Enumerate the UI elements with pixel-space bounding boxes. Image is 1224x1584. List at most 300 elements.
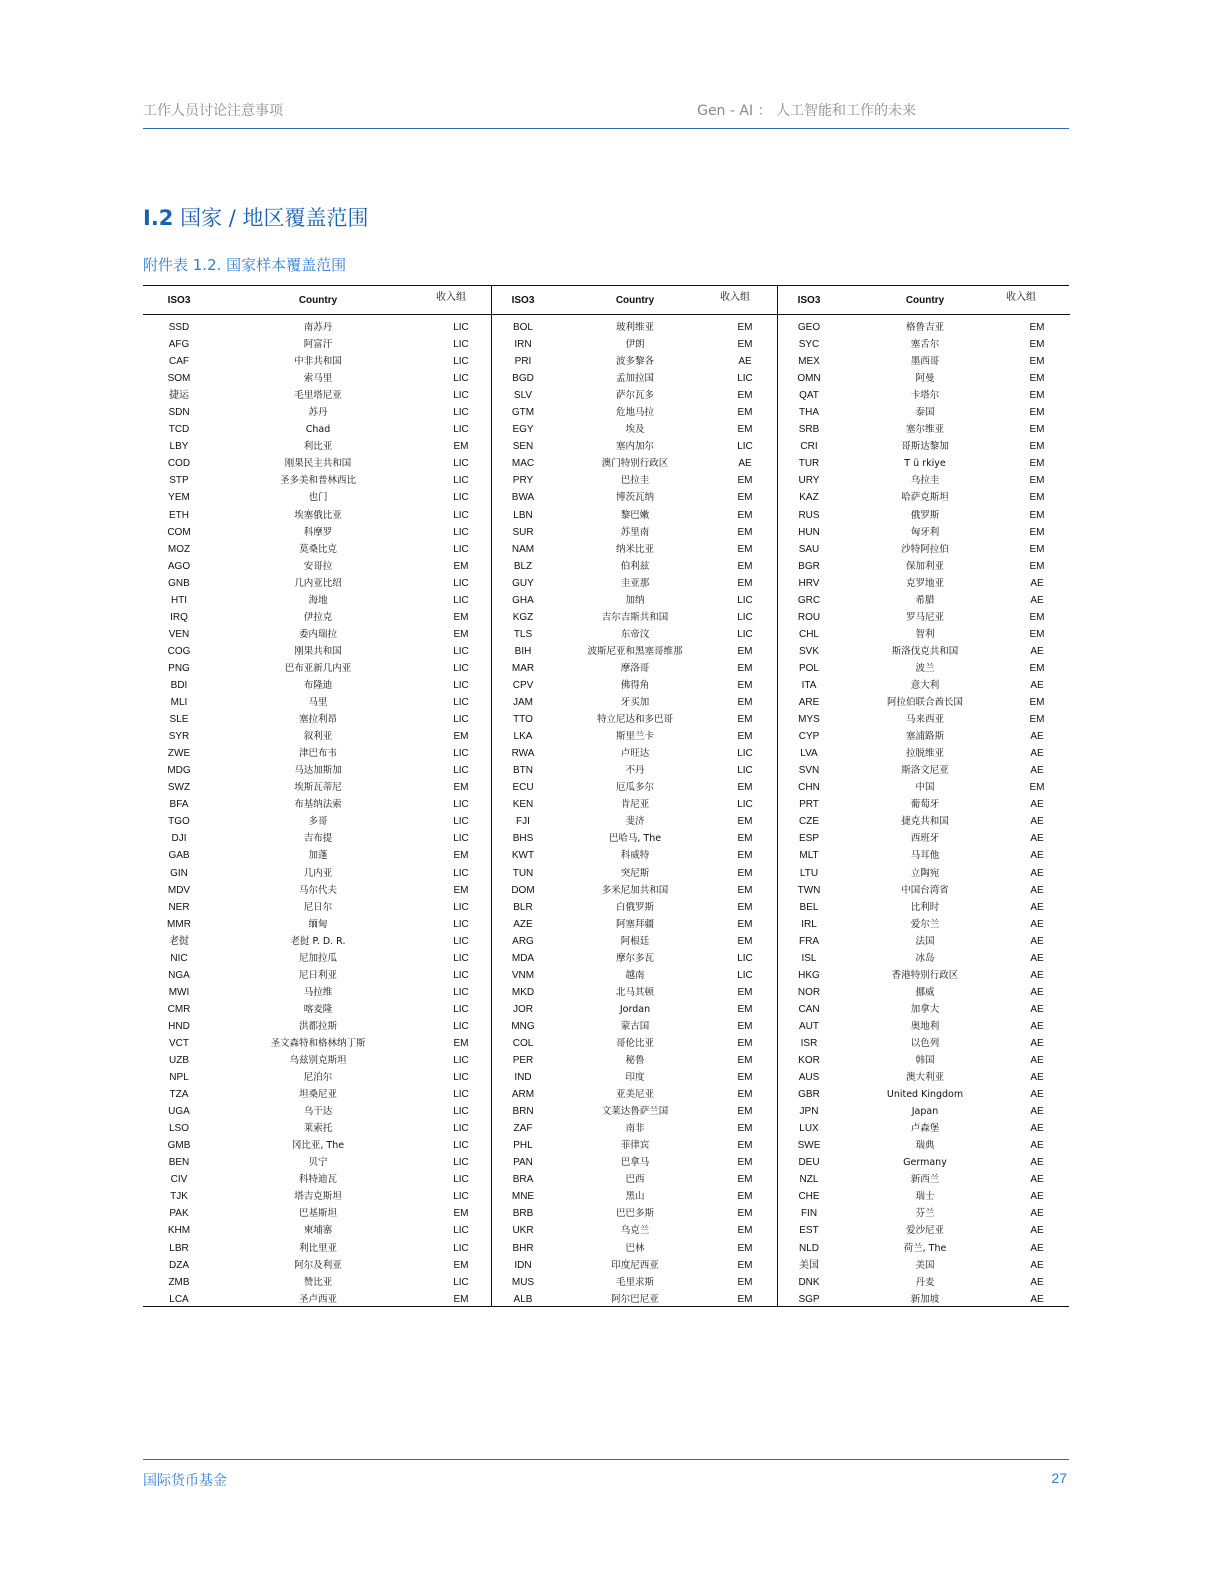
country-cell: 秘鲁 — [625, 1055, 645, 1067]
table-row — [492, 1205, 778, 1222]
iso-cell: SVN — [798, 765, 820, 777]
table-row — [492, 1137, 778, 1154]
table-row — [778, 1154, 1070, 1171]
income-cell: EM — [737, 1242, 753, 1254]
table-row — [778, 404, 1070, 421]
income-cell: EM — [737, 935, 753, 947]
country-cell: 阿拉伯联合酋长国 — [886, 697, 963, 709]
income-cell: EM — [737, 424, 753, 436]
country-cell: 圣文森特和格林纳丁斯 — [270, 1037, 366, 1049]
table-row — [492, 626, 778, 643]
table-row — [143, 626, 491, 643]
income-cell: EM — [1029, 458, 1045, 470]
iso-cell: PRI — [514, 356, 532, 368]
income-cell: EM — [737, 390, 753, 402]
income-cell: EM — [737, 679, 753, 691]
table-row — [143, 830, 491, 847]
iso-cell: KHM — [167, 1225, 191, 1237]
table-row — [143, 1171, 491, 1188]
table-row — [492, 507, 778, 524]
iso-cell: SGP — [798, 1293, 820, 1305]
table-row — [492, 660, 778, 677]
table-row — [143, 455, 491, 472]
country-cell: 阿塞拜疆 — [615, 918, 654, 930]
income-cell: LIC — [453, 458, 469, 470]
income-cell: LIC — [453, 816, 469, 828]
country-cell: 丹麦 — [915, 1276, 935, 1288]
table-row — [143, 507, 491, 524]
iso-cell: SAU — [798, 543, 820, 555]
table-row — [143, 643, 491, 660]
income-cell: AE — [1030, 918, 1044, 930]
income-cell: LIC — [453, 577, 469, 589]
iso-cell: SOM — [167, 373, 191, 385]
table-row — [143, 1257, 491, 1274]
table-row — [492, 336, 778, 353]
country-cell: 拉脱维亚 — [905, 748, 944, 760]
income-cell: LIC — [453, 1089, 469, 1101]
table-row — [143, 916, 491, 933]
income-cell: AE — [1030, 1259, 1044, 1271]
country-cell: 白俄罗斯 — [615, 901, 654, 913]
country-cell: 以色列 — [910, 1037, 940, 1049]
table-row — [143, 847, 491, 864]
iso-cell: DOM — [511, 884, 535, 896]
country-cell: 意大利 — [910, 679, 940, 691]
table-row — [778, 677, 1070, 694]
income-cell: LIC — [453, 1276, 469, 1288]
income-cell: AE — [738, 458, 752, 470]
income-cell: EM — [737, 662, 753, 674]
income-cell: EM — [737, 697, 753, 709]
iso-cell: PHL — [513, 1140, 533, 1152]
iso-cell: CHN — [798, 782, 820, 794]
country-cell: 马达加斯加 — [294, 765, 342, 777]
table-row — [778, 967, 1070, 984]
income-cell: AE — [1030, 594, 1044, 606]
country-cell: 阿富汗 — [303, 339, 333, 351]
iso-cell: QAT — [799, 390, 819, 402]
country-cell: 塞舌尔 — [910, 339, 940, 351]
iso-cell: ARE — [798, 697, 820, 709]
income-cell: LIC — [453, 543, 469, 555]
iso-cell: ISL — [801, 952, 817, 964]
country-cell: 莫桑比克 — [298, 543, 337, 555]
income-cell: LIC — [453, 1123, 469, 1135]
country-cell: 纳米比亚 — [615, 543, 654, 555]
iso-cell: DEU — [798, 1157, 820, 1169]
iso-cell: PAN — [513, 1157, 533, 1169]
income-cell: LIC — [737, 628, 753, 640]
iso-cell: CIV — [170, 1174, 188, 1186]
country-cell: 尼日尔 — [303, 901, 333, 913]
iso-cell: RWA — [511, 748, 535, 760]
iso-cell: HND — [168, 1020, 190, 1032]
iso-cell: CPV — [512, 679, 534, 691]
country-cell: 博茨瓦纳 — [615, 492, 654, 504]
country-cell: 印度尼西亚 — [611, 1259, 659, 1271]
table-row — [492, 353, 778, 370]
iso-cell: CYP — [798, 731, 820, 743]
iso-cell: HUN — [798, 526, 820, 538]
income-cell: EM — [737, 645, 753, 657]
table-row — [143, 1154, 491, 1171]
table-row — [778, 541, 1070, 558]
page-header — [143, 100, 1069, 129]
iso-cell: UKR — [512, 1225, 534, 1237]
country-cell: 圣多美和普林西比 — [279, 475, 356, 487]
income-cell: AE — [1030, 901, 1044, 913]
country-cell: 伊拉克 — [303, 611, 333, 623]
iso-cell: KWT — [511, 850, 535, 862]
iso-cell: ZWE — [167, 748, 191, 760]
iso-cell: BHR — [512, 1242, 534, 1254]
income-cell: AE — [1030, 952, 1044, 964]
header-iso3: ISO3 — [167, 295, 191, 306]
table-row — [143, 967, 491, 984]
income-cell: EM — [737, 731, 753, 743]
iso-cell: AZE — [513, 918, 533, 930]
income-cell: EM — [737, 1123, 753, 1135]
income-cell: EM — [1029, 509, 1045, 521]
iso-cell: RUS — [798, 509, 820, 521]
table-row — [778, 1035, 1070, 1052]
country-cell: 多哥 — [308, 816, 328, 828]
country-cell: 塞拉利昂 — [298, 714, 337, 726]
iso-cell: PER — [512, 1055, 534, 1067]
income-cell: AE — [1030, 833, 1044, 845]
income-cell: EM — [453, 1293, 469, 1305]
iso-cell: BEL — [799, 901, 819, 913]
table-row — [492, 899, 778, 916]
table-row — [492, 1052, 778, 1069]
country-cell: 比利时 — [910, 901, 940, 913]
iso-cell: SVK — [798, 645, 819, 657]
table-row — [778, 865, 1070, 882]
income-cell: AE — [1030, 1293, 1044, 1305]
table-row — [143, 1069, 491, 1086]
income-cell: EM — [737, 833, 753, 845]
country-cell: T ü rkiye — [904, 458, 946, 470]
iso-cell: ISR — [800, 1037, 818, 1049]
income-cell: EM — [737, 1174, 753, 1186]
iso-cell: BGR — [798, 560, 820, 572]
table-row — [492, 524, 778, 541]
table-row — [492, 558, 778, 575]
country-cell: 毛里求斯 — [615, 1276, 654, 1288]
table-row — [778, 660, 1070, 677]
country-cell: 玻利维亚 — [615, 322, 654, 333]
income-cell: LIC — [453, 952, 469, 964]
income-cell: EM — [737, 543, 753, 555]
iso-cell: LBR — [169, 1242, 189, 1254]
country-cell: 巴巴多斯 — [615, 1208, 654, 1220]
country-cell: 冰岛 — [915, 952, 935, 964]
iso-cell: MAR — [511, 662, 535, 674]
income-cell: EM — [737, 1208, 753, 1220]
table-row — [778, 1171, 1070, 1188]
table-row — [492, 575, 778, 592]
country-cell: 斐济 — [625, 816, 645, 828]
country-cell: 东帝汶 — [620, 628, 650, 640]
table-row — [143, 728, 491, 745]
iso-cell: MLT — [799, 850, 819, 862]
country-cell: 南苏丹 — [303, 322, 333, 333]
country-cell: 伯利兹 — [620, 560, 650, 572]
country-cell: 黎巴嫩 — [620, 509, 650, 521]
table-row — [143, 353, 491, 370]
iso-cell: ARG — [512, 935, 534, 947]
table-row — [492, 1154, 778, 1171]
table-body — [492, 319, 778, 1308]
iso-cell: BFA — [169, 799, 189, 811]
country-cell: 埃及 — [625, 424, 645, 436]
table-row — [492, 421, 778, 438]
income-cell: EM — [1029, 662, 1045, 674]
country-cell: 北马其顿 — [615, 986, 654, 998]
income-cell: EM — [737, 475, 753, 487]
iso-cell: MLI — [170, 697, 188, 709]
country-cell: 牙买加 — [620, 697, 650, 709]
iso-cell: AUT — [799, 1020, 819, 1032]
iso-cell: GBR — [798, 1089, 820, 1101]
table-header — [778, 286, 1070, 315]
income-cell: EM — [737, 1055, 753, 1067]
iso-cell: TZA — [169, 1089, 189, 1101]
country-cell: 奥地利 — [910, 1020, 940, 1032]
country-cell: 洪都拉斯 — [298, 1020, 337, 1032]
table-row — [492, 694, 778, 711]
iso-cell: SLV — [513, 390, 533, 402]
iso-cell: MNE — [511, 1191, 535, 1203]
country-cell: 芬兰 — [915, 1208, 935, 1220]
table-row — [143, 558, 491, 575]
country-cell: 巴林 — [625, 1242, 645, 1254]
country-cell: 叙利亚 — [303, 731, 333, 743]
income-cell: LIC — [737, 748, 753, 760]
iso-cell: COM — [167, 526, 191, 538]
iso-cell: FIN — [800, 1208, 818, 1220]
iso-cell: ALB — [513, 1293, 533, 1305]
income-cell: AE — [1030, 679, 1044, 691]
iso-cell: TWN — [797, 884, 821, 896]
table-row — [778, 1018, 1070, 1035]
income-cell: LIC — [453, 356, 469, 368]
iso-cell: SWZ — [167, 782, 191, 794]
iso-cell: MYS — [798, 714, 820, 726]
country-cell: 加拿大 — [910, 1003, 940, 1015]
iso-cell: ETH — [169, 509, 189, 521]
income-cell: AE — [1030, 1020, 1044, 1032]
table-row — [143, 1052, 491, 1069]
country-cell: 马来西亚 — [905, 714, 944, 726]
iso-cell: FJI — [516, 816, 530, 828]
table-row — [143, 438, 491, 455]
iso-cell: AGO — [167, 560, 191, 572]
iso-cell: DNK — [798, 1276, 820, 1288]
table-row — [143, 524, 491, 541]
iso-cell: MDV — [167, 884, 191, 896]
iso-cell: DZA — [169, 1259, 189, 1271]
iso-cell: LSO — [168, 1123, 189, 1135]
income-cell: EM — [453, 1259, 469, 1271]
income-cell: EM — [1029, 390, 1045, 402]
table-row — [492, 1069, 778, 1086]
iso-cell: IRN — [514, 339, 532, 351]
country-cell: 希腊 — [915, 594, 935, 606]
table-row — [778, 694, 1070, 711]
table-row — [143, 762, 491, 779]
iso-cell: HKG — [798, 969, 820, 981]
iso-cell: DJI — [171, 833, 187, 845]
iso-cell: MWI — [168, 986, 190, 998]
iso-cell: KOR — [798, 1055, 820, 1067]
country-cell: 也门 — [308, 492, 328, 504]
income-cell: AE — [1030, 1140, 1044, 1152]
table-row — [492, 609, 778, 626]
country-cell: 中非共和国 — [294, 356, 342, 368]
iso-cell: BHS — [512, 833, 534, 845]
income-cell: EM — [1029, 424, 1045, 436]
table-row — [492, 1001, 778, 1018]
iso-cell: GNB — [168, 577, 190, 589]
iso-cell: IRL — [801, 918, 817, 930]
table-row — [492, 455, 778, 472]
table-row — [492, 592, 778, 609]
income-cell: EM — [737, 1293, 753, 1305]
iso-cell: VCT — [169, 1037, 189, 1049]
table-row — [143, 1291, 491, 1308]
iso-cell: LTU — [799, 867, 819, 879]
table-row — [492, 745, 778, 762]
iso-cell: COG — [167, 645, 191, 657]
income-cell: LIC — [453, 1174, 469, 1186]
income-cell: AE — [1030, 986, 1044, 998]
country-cell: 突尼斯 — [620, 867, 650, 879]
country-cell: 克罗地亚 — [905, 577, 944, 589]
table-row — [492, 1222, 778, 1239]
income-cell: AE — [1030, 1276, 1044, 1288]
table-row — [492, 728, 778, 745]
income-cell: EM — [453, 628, 469, 640]
country-cell: 塞内加尔 — [615, 441, 654, 453]
income-cell: LIC — [737, 969, 753, 981]
iso-cell: BWA — [511, 492, 535, 504]
income-cell: LIC — [453, 748, 469, 760]
income-cell: EM — [737, 850, 753, 862]
table-row — [143, 1188, 491, 1205]
table-row — [143, 592, 491, 609]
country-cell: 哥斯达黎加 — [901, 441, 949, 453]
income-cell: EM — [453, 441, 469, 453]
income-cell: EM — [1029, 560, 1045, 572]
country-cell: 瑞典 — [915, 1140, 935, 1152]
iso-cell: EST — [799, 1225, 819, 1237]
table-row — [778, 796, 1070, 813]
table-row — [778, 1086, 1070, 1103]
iso-cell: BOL — [512, 322, 533, 333]
country-cell: 立陶宛 — [910, 867, 940, 879]
iso-cell: MNG — [511, 1020, 535, 1032]
country-cell: 南非 — [625, 1123, 645, 1135]
table-row — [778, 899, 1070, 916]
iso-cell: LKA — [513, 731, 533, 743]
iso-cell: SRB — [798, 424, 820, 436]
table-row — [143, 745, 491, 762]
iso-cell: GMB — [167, 1140, 191, 1152]
iso-cell: PAK — [169, 1208, 189, 1220]
income-cell: EM — [453, 611, 469, 623]
country-cell: 几内亚比绍 — [294, 577, 342, 589]
table-row — [492, 1018, 778, 1035]
income-cell: LIC — [453, 679, 469, 691]
country-cell: 马尔代夫 — [298, 884, 337, 896]
iso-cell: TTO — [513, 714, 533, 726]
income-cell: EM — [1029, 339, 1045, 351]
iso-cell: BLR — [513, 901, 533, 913]
country-cell: 澳门特别行政区 — [601, 458, 669, 470]
income-cell: LIC — [453, 475, 469, 487]
table-row — [778, 1069, 1070, 1086]
table-header — [492, 286, 778, 315]
table-row — [778, 524, 1070, 541]
iso-cell: NER — [168, 901, 190, 913]
iso-cell: BEN — [168, 1157, 190, 1169]
income-cell: AE — [738, 356, 752, 368]
income-cell: EM — [737, 1191, 753, 1203]
iso-cell: GTM — [511, 407, 535, 419]
country-cell: 科特迪瓦 — [298, 1174, 337, 1186]
iso-cell: BRB — [512, 1208, 534, 1220]
iso-cell: PNG — [168, 662, 190, 674]
country-cell: 佛得角 — [620, 679, 650, 691]
table-row — [778, 319, 1070, 336]
country-cell: 泰国 — [915, 407, 935, 419]
table-row — [778, 847, 1070, 864]
income-cell: EM — [453, 884, 469, 896]
income-cell: AE — [1030, 1225, 1044, 1237]
iso-cell: YEM — [168, 492, 190, 504]
country-cell: 挪威 — [915, 986, 935, 998]
country-cell: 莱索托 — [303, 1123, 333, 1135]
country-cell: 缅甸 — [308, 918, 328, 930]
iso-cell: MEX — [798, 356, 820, 368]
country-cell: 香港特别行政区 — [891, 969, 959, 981]
table-row — [778, 1240, 1070, 1257]
iso-cell: PRT — [799, 799, 819, 811]
income-cell: EM — [453, 560, 469, 572]
income-cell: AE — [1030, 1157, 1044, 1169]
country-cell: 萨尔瓦多 — [615, 390, 654, 402]
income-cell: EM — [737, 986, 753, 998]
table-row — [778, 370, 1070, 387]
iso-cell: MOZ — [167, 543, 191, 555]
country-cell: 索马里 — [303, 373, 333, 385]
table-row — [143, 1086, 491, 1103]
header-income-group: 收入组 — [436, 292, 466, 303]
income-cell: LIC — [737, 952, 753, 964]
iso-cell: SDN — [168, 407, 190, 419]
country-cell: 尼加拉瓜 — [298, 952, 337, 964]
exhibit-title: 附件表 1.2. 国家样本覆盖范围 — [143, 256, 347, 274]
iso-cell: FRA — [799, 935, 819, 947]
iso-cell: ZMB — [168, 1276, 190, 1288]
table-row — [143, 1018, 491, 1035]
table-row — [778, 1103, 1070, 1120]
income-cell: LIC — [737, 765, 753, 777]
iso-cell: GHA — [512, 594, 534, 606]
table-row — [492, 779, 778, 796]
